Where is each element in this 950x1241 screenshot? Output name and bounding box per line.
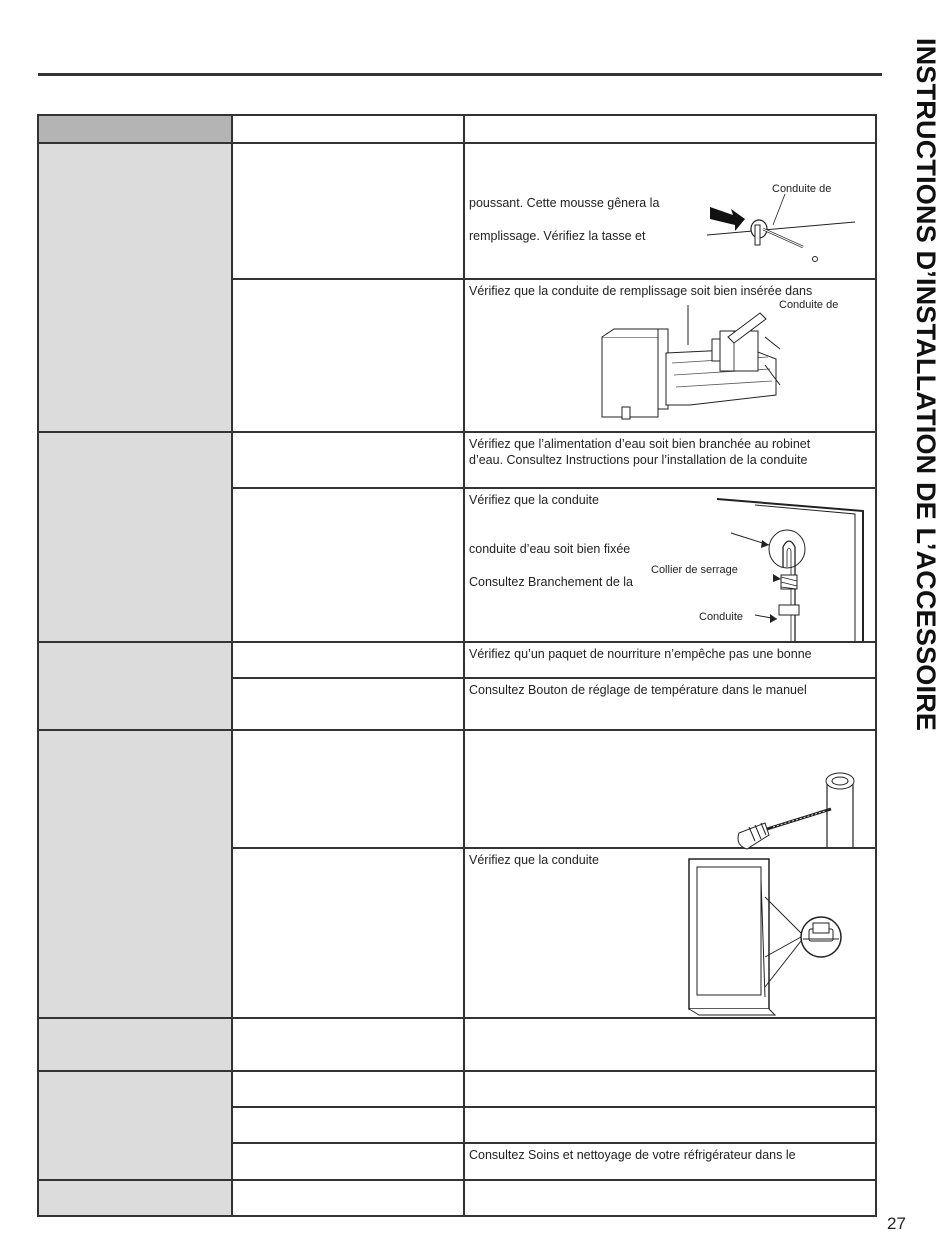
solution-text: Consultez Branchement de la bbox=[469, 575, 633, 589]
table-row bbox=[38, 730, 876, 848]
solution-cell bbox=[464, 488, 876, 642]
solution-cell bbox=[464, 432, 876, 488]
water-line-clamp-illustration bbox=[715, 497, 875, 641]
table-row bbox=[38, 1071, 876, 1107]
cause-cell bbox=[232, 678, 464, 730]
clamp-label: Collier de serrage bbox=[651, 564, 738, 576]
solution-cell bbox=[464, 1143, 876, 1180]
problem-cell bbox=[38, 1018, 232, 1071]
cause-cell bbox=[232, 1018, 464, 1071]
solution-cell bbox=[464, 279, 876, 432]
water-line-label: Conduite bbox=[699, 611, 744, 623]
cause-cell bbox=[232, 143, 464, 279]
solution-text: poussant. Cette mousse gênera la bbox=[469, 196, 660, 210]
table-row bbox=[38, 432, 876, 488]
side-title-text: INSTRUCTIONS D’INSTALLATION DE L’ACCESSOIRE bbox=[911, 38, 941, 732]
header-cell-problem bbox=[38, 115, 232, 143]
solution-cell bbox=[464, 1018, 876, 1071]
solution-text: d’eau. Consultez Instructions pour l’installation de la conduite bbox=[469, 453, 808, 467]
table-row bbox=[38, 642, 876, 678]
solution-cell bbox=[464, 848, 876, 1018]
header-cell-cause bbox=[232, 115, 464, 143]
cause-cell bbox=[232, 1107, 464, 1143]
screwdriver-pipe-illustration bbox=[735, 771, 865, 847]
fill-tube-label: Conduite de bbox=[772, 183, 832, 195]
problem-cell bbox=[38, 642, 232, 730]
solution-text: remplissage. Vérifiez la tasse et bbox=[469, 229, 646, 243]
cause-cell bbox=[232, 848, 464, 1018]
page-number: 27 bbox=[887, 1214, 906, 1233]
solution-text: conduite d’eau soit bien fixée bbox=[469, 542, 631, 556]
solution-cell bbox=[464, 1071, 876, 1107]
troubleshooting-table bbox=[37, 114, 877, 1217]
problem-cell bbox=[38, 432, 232, 642]
icemaker-illustration bbox=[600, 305, 845, 430]
side-title bbox=[901, 38, 941, 838]
cause-cell bbox=[232, 1180, 464, 1216]
cause-cell bbox=[232, 279, 464, 432]
solution-text: Consultez Soins et nettoyage de votre réfrigérateur dans le bbox=[469, 1148, 796, 1162]
fill-cup-illustration bbox=[705, 189, 865, 259]
header-cell-solution bbox=[464, 115, 876, 143]
problem-cell bbox=[38, 730, 232, 1018]
table-row bbox=[38, 143, 876, 279]
top-rule bbox=[38, 73, 882, 76]
refrigerator-back-illustration bbox=[685, 857, 845, 1015]
fill-tube-label: Conduite de bbox=[779, 299, 839, 311]
solution-text: Vérifiez que la conduite bbox=[469, 853, 599, 867]
solution-cell bbox=[464, 143, 876, 279]
cause-cell bbox=[232, 488, 464, 642]
solution-cell bbox=[464, 730, 876, 848]
cause-cell bbox=[232, 1071, 464, 1107]
table-header-row bbox=[38, 115, 876, 143]
solution-cell bbox=[464, 1180, 876, 1216]
cause-cell bbox=[232, 730, 464, 848]
cause-cell bbox=[232, 1143, 464, 1180]
cause-cell bbox=[232, 432, 464, 488]
solution-text: Vérifiez qu’un paquet de nourriture n’empêche pas une bonne bbox=[469, 647, 812, 661]
cause-cell bbox=[232, 642, 464, 678]
problem-cell bbox=[38, 1071, 232, 1180]
table-row bbox=[38, 1018, 876, 1071]
solution-text: Vérifiez que la conduite bbox=[469, 493, 599, 507]
solution-text: Consultez Bouton de réglage de température dans le manuel bbox=[469, 683, 807, 697]
solution-text: Vérifiez que la conduite de remplissage soit bien insérée dans bbox=[469, 284, 813, 298]
solution-cell bbox=[464, 642, 876, 678]
problem-cell bbox=[38, 143, 232, 432]
solution-cell bbox=[464, 1107, 876, 1143]
solution-text: Vérifiez que l’alimentation d’eau soit bien branchée au robinet bbox=[469, 437, 811, 451]
table-row bbox=[38, 1180, 876, 1216]
solution-cell bbox=[464, 678, 876, 730]
problem-cell bbox=[38, 1180, 232, 1216]
